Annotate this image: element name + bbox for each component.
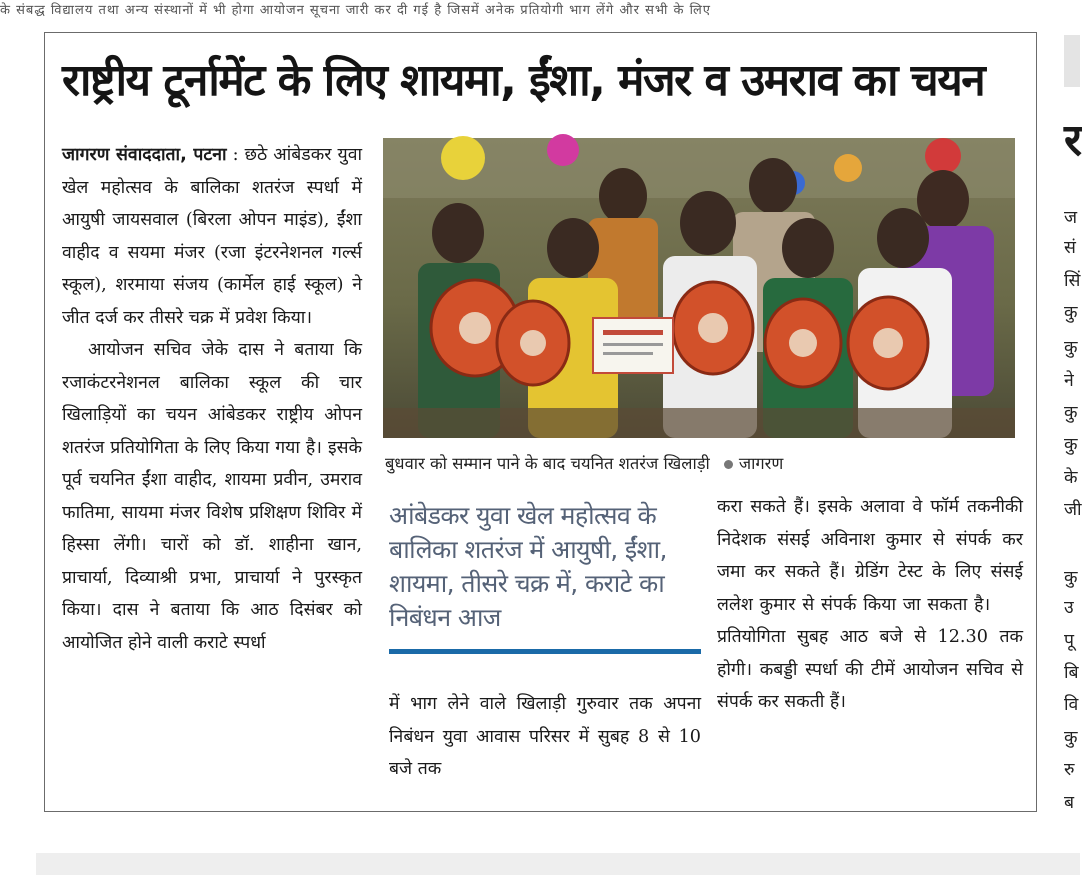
paragraph-2: आयोजन सचिव जेके दास ने बताया कि रजाकंटरनेशनल बालिका स्कूल की चार खिलाड़ियों का चयन आंबेडकर राष्ट्रीय ओपन शतरंज प्रतियोगिता के लिए किया गया है। इसके पूर्व चयनित ईंशा वाहीद, शायमा प्रवीन, उमराव फातिमा, सायमा मंजर विशेष प्रशिक्षण शिविर में हिस्सा लेंगी। चारों को डॉ. शाहीना खान, प्राचार्या, दिव्याश्री प्रभा, प्राचार्या ने पुरस्कृत किया। दास ने बताया कि आठ दिसंबर को आयोजित होने वाली कराटे स्पर्धा	[62, 340, 362, 653]
pull-quote: आंबेडकर युवा खेल महोत्सव के बालिका शतरंज में आयुषी, ईंशा, शायमा, तीसरे चक्र में, कराटे का निबंधन आज	[389, 501, 667, 632]
adjacent-text-line: कु	[1064, 338, 1078, 358]
page-edge-shadow	[36, 853, 1080, 875]
adjacent-text-line: सं	[1064, 238, 1076, 258]
pull-quote-rule	[389, 649, 701, 654]
adjacent-text-line: कु	[1064, 403, 1078, 423]
article-column-left	[62, 139, 362, 789]
paragraph-1: छठे आंबेडकर युवा खेल महोत्सव के बालिका शतरंज स्पर्धा में आयुषी जायसवाल (बिरला ओपन माइंड), ईंशा वाहीद व सयमा मंजर (रजा इंटरनेशनल गर्ल्स स्कूल), शरमाया संजय (कार्मेल हाई स्कूल) ने जीत दर्ज कर तीसरे चक्र में प्रवेश किया।	[62, 145, 363, 328]
adjacent-text-line: कु	[1064, 435, 1078, 455]
article-column-right	[717, 491, 1023, 791]
byline: जागरण संवाददाता, पटना	[62, 145, 227, 165]
adjacent-text-line: ने	[1064, 371, 1074, 391]
previous-article-strip: के संबद्ध विद्यालय तथा अन्य संस्थानों में भी होगा आयोजन सूचना जारी कर दी गई है जिसमें अनेक प्रतियोगी भाग लेंगे और सभी के लिए	[0, 3, 711, 18]
adjacent-article	[1040, 0, 1080, 875]
paragraph-4: करा सकते हैं। इसके अलावा वे फॉर्म तकनीकी निदेशक संसई अविनाश कुमार से संपर्क कर जमा कर सकते हैं। ग्रेडिंग टेस्ट के लिए संसई ललेश कुमार से संपर्क किया जा सकता है।	[717, 497, 1023, 615]
adjacent-text-line: के	[1064, 468, 1078, 488]
adjacent-headline-band	[1064, 35, 1080, 87]
adjacent-text-line: उ	[1064, 598, 1074, 618]
adjacent-text-line: कु	[1064, 568, 1078, 588]
adjacent-text-line: ब	[1064, 793, 1075, 813]
photo-illustration	[383, 138, 1015, 438]
paragraph-3: में भाग लेने वाले खिलाड़ी गुरुवार तक अपना निबंधन युवा आवास परिसर में सुबह 8 से 10 बजे तक	[389, 694, 701, 779]
article-headline: राष्ट्रीय टूर्नामेंट के लिए शायमा, ईंशा, मंजर व उमराव का चयन	[62, 55, 985, 106]
adjacent-text-line: कु	[1064, 303, 1078, 323]
paragraph-5: प्रतियोगिता सुबह आठ बजे से 12.30 तक होगी। कबड्डी स्पर्धा की टीमें आयोजन सचिव से संपर्क कर सकती हैं।	[717, 627, 1023, 712]
bullet-icon	[724, 460, 733, 469]
adjacent-text-line: पू	[1064, 631, 1074, 651]
news-photo	[383, 138, 1015, 438]
adjacent-headline-fragment: र	[1064, 115, 1082, 166]
news-article	[44, 32, 1037, 812]
adjacent-text-line: जी	[1064, 500, 1082, 520]
adjacent-text-line: कु	[1064, 728, 1078, 748]
adjacent-text-line: सिं	[1064, 271, 1081, 291]
adjacent-text-line: बि	[1064, 663, 1079, 683]
adjacent-text-line: ज	[1064, 208, 1078, 228]
byline-separator: :	[232, 145, 239, 165]
adjacent-text-line: वि	[1064, 695, 1079, 715]
photo-caption	[385, 451, 1015, 479]
photo-credit: जागरण	[738, 454, 784, 473]
article-column-middle	[389, 688, 701, 793]
adjacent-text-line: रु	[1064, 760, 1075, 780]
photo-caption-text: बुधवार को सम्मान पाने के बाद चयनित शतरंज खिलाड़ी	[385, 454, 710, 473]
